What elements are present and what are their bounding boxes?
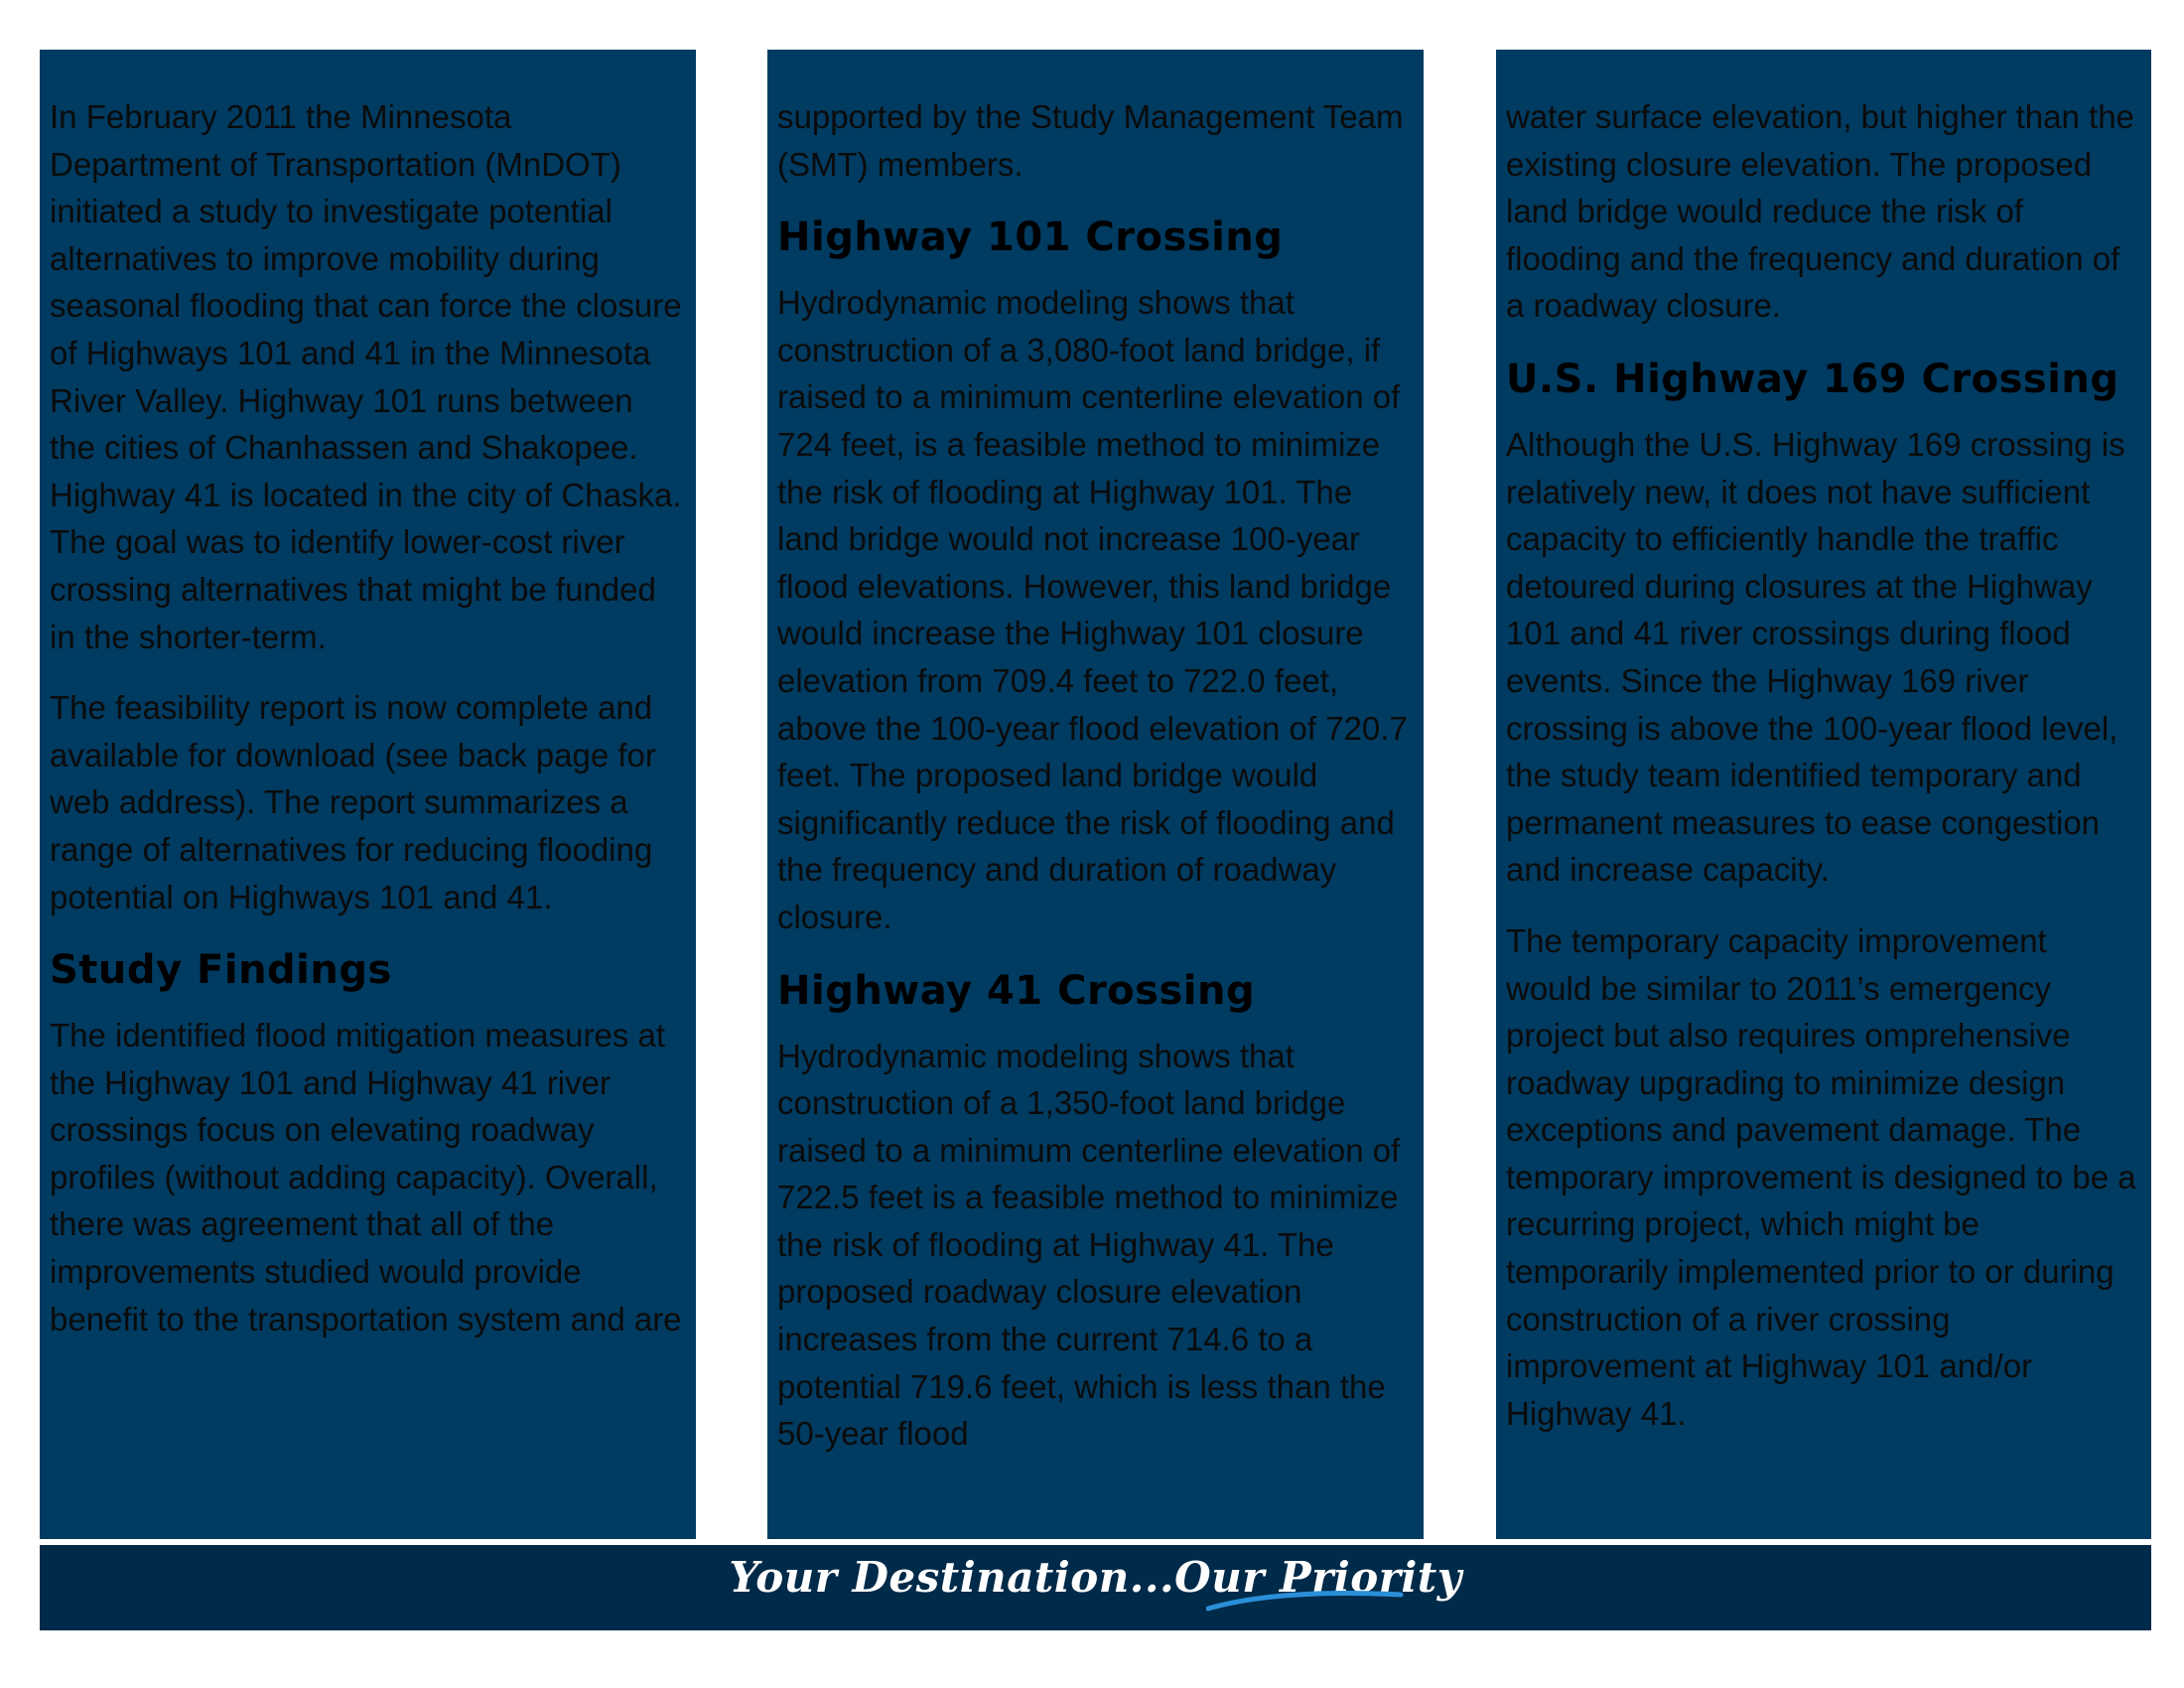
swoosh-icon xyxy=(1206,1589,1405,1613)
footer-banner xyxy=(40,1545,2151,1630)
column-2 xyxy=(767,50,1424,1539)
study-findings-heading: Study Findings xyxy=(50,947,392,994)
highway-41-paragraph: Hydrodynamic modeling shows that construction of a 1,350-foot land bridge raised to a minimum centerline elevation of 722.5 feet is a feasible method to minimize the risk of flooding at Highway 41. The proposed roadway closure elevation increases from the current 714.6 to a potential 719.6 feet, which is less than the 50-year flood xyxy=(777,1037,1401,1453)
temporary-improvement-paragraph: The temporary capacity improvement would be similar to 2011’s emergency project but also requires omprehensive roadway upgrading to minimize design exceptions and pavement damage. The temporary improvement is designed to be a recurring project, which might be temporarily implemented prior to or during construction of a river crossing improvement at Highway 101 and/or Highway 41. xyxy=(1506,921,2136,1432)
highway-169-heading: U.S. Highway 169 Crossing xyxy=(1506,355,2119,402)
highway-41-heading: Highway 41 Crossing xyxy=(777,967,1256,1014)
highway-169-paragraph: Although the U.S. Highway 169 crossing is relatively new, it does not have sufficient capacity to efficiently handle the traffic detoured during closures at the Highway 101 and 41 river crossings during flood events. Since the Highway 169 river crossing is above the 100-year flood level, the study team identified temporary and permanent measures to ease congestion and increase capacity. xyxy=(1506,425,2125,889)
tagline: Your Destination...Our Priority xyxy=(729,1553,1462,1602)
intro-paragraph: In February 2011 the Minnesota Department of Transportation (MnDOT) initiated a study to investigate potential alternatives to improve mobility during seasonal flooding that can force the closure of Highways 101 and 41 in the Minnesota River Valley. Highway 101 runs between the cities of Chanhassen and Shakopee. Highway 41 is located in the city of Chaska. The goal was to identify lower-cost river crossing alternatives that might be funded in the shorter-term. xyxy=(50,98,682,655)
findings-paragraph: The identified flood mitigation measures at the Highway 101 and Highway 41 river crossings focus on elevating roadway profiles (without adding capacity). Overall, there was agreement that all of the improvements studied would provide benefit to the transportation system and are xyxy=(50,1017,682,1337)
highway-101-paragraph: Hydrodynamic modeling shows that construction of a 3,080-foot land bridge, if raised to a minimum centerline elevation of 724 feet, is a feasible method to minimize the risk of flooding at Highway 101. The land bridge would not increase 100-year flood elevations. However, this land bridge would increase the Highway 101 closure elevation from 709.4 feet to 722.0 feet, above the 100-year flood elevation of 720.7 feet. The proposed land bridge would significantly reduce the risk of flooding and the frequency and duration of roadway closure. xyxy=(777,284,1408,935)
closure-paragraph: water surface elevation, but higher than the existing closure elevation. The proposed land bridge would reduce the risk of flooding and the frequency and duration of a roadway closure. xyxy=(1506,98,2134,325)
column-1 xyxy=(40,50,696,1539)
column-3 xyxy=(1496,50,2151,1539)
smt-paragraph: supported by the Study Management Team (SMT) members. xyxy=(777,98,1404,183)
highway-101-heading: Highway 101 Crossing xyxy=(777,214,1284,261)
report-paragraph: The feasibility report is now complete and available for download (see back page for web address). The report summarizes a range of alternatives for reducing flooding potential on Highways 101 and 41. xyxy=(50,689,656,915)
